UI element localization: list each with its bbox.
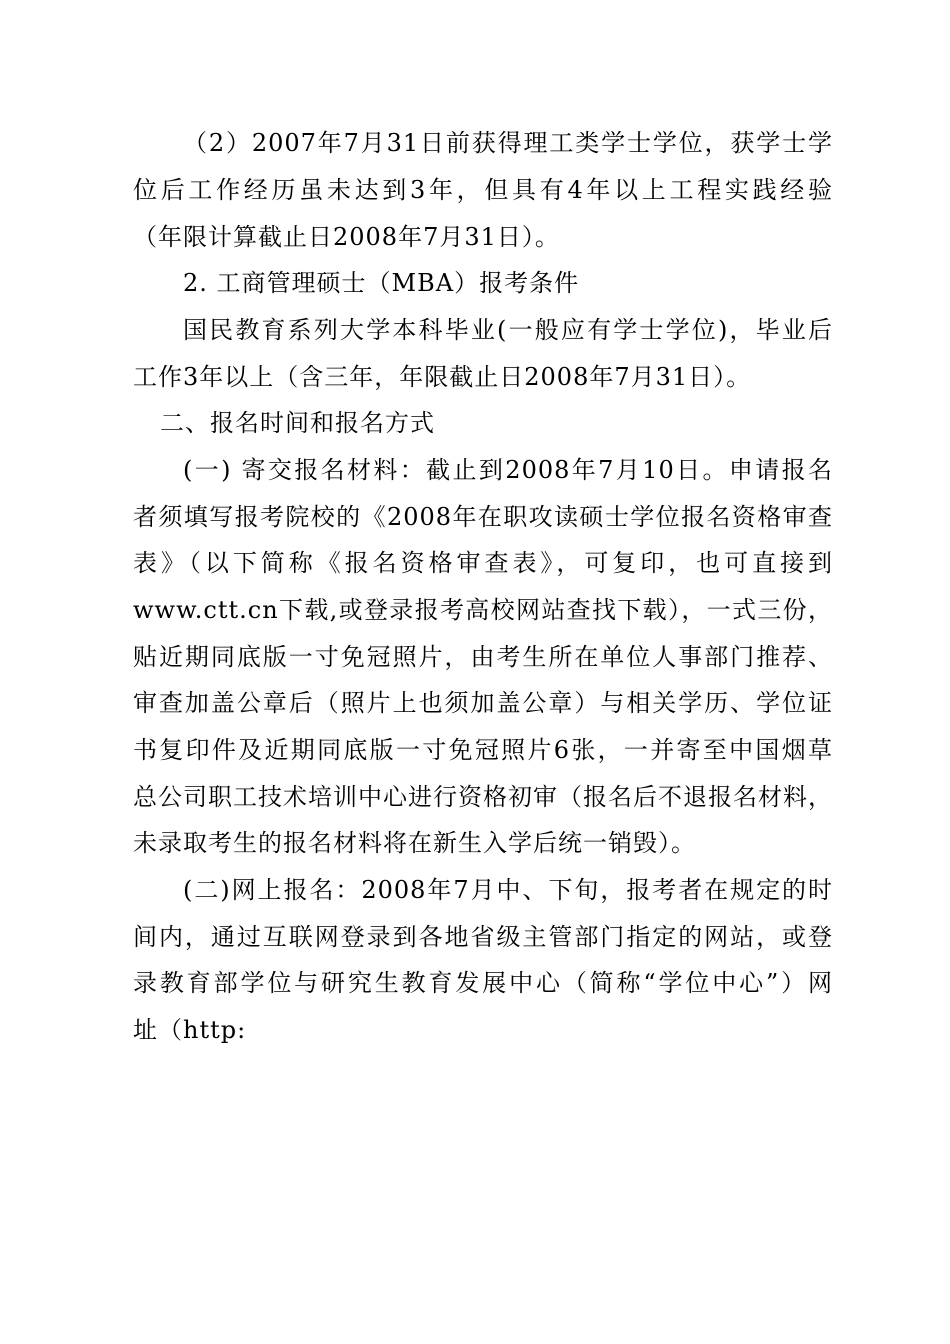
paragraph-3-line-6: 审查加盖公章后（照片上也须加盖公章）与相关学历、学位证 — [133, 689, 833, 717]
paragraph-1-line-3: （年限计算截止日2008年7月31日）。 — [133, 223, 560, 251]
paragraph-3-line-3: 表》（以下简称《报名资格审查表》，可复印，也可直接到 — [133, 549, 833, 577]
paragraph-3-line-7: 书复印件及近期同底版一寸免冠照片6张，一并寄至中国烟草 — [133, 736, 833, 764]
paragraph-3-line-5: 贴近期同底版一寸免冠照片，由考生所在单位人事部门推荐、 — [133, 643, 833, 671]
paragraph-3-line-2: 者须填写报考院校的《2008年在职攻读硕士学位报名资格审查 — [133, 503, 833, 531]
paragraph-4-line-4: 址（http: — [133, 1016, 247, 1044]
paragraph-3-line-8: 总公司职工技术培训中心进行资格初审（报名后不退报名材料， — [133, 783, 833, 811]
heading-section-2: 二、报名时间和报名方式 — [160, 409, 435, 437]
paragraph-4-line-3: 录教育部学位与研究生教育发展中心（简称“学位中心”）网 — [133, 969, 833, 997]
heading-mba: 2. 工商管理硕士（MBA）报考条件 — [183, 269, 580, 297]
paragraph-4-line-1: (二)网上报名：2008年7月中、下旬，报考者在规定的时 — [183, 876, 833, 904]
paragraph-1-line-1: （2）2007年7月31日前获得理工类学士学位，获学士学 — [183, 129, 833, 157]
paragraph-2-line-1: 国民教育系列大学本科毕业(一般应有学士学位)，毕业后 — [183, 316, 833, 344]
paragraph-1-line-2: 位后工作经历虽未达到3年，但具有4年以上工程实践经验 — [133, 176, 833, 204]
paragraph-3-line-9: 未录取考生的报名材料将在新生入学后统一销毁）。 — [133, 829, 696, 857]
paragraph-4-line-2: 间内，通过互联网登录到各地省级主管部门指定的网站，或登 — [133, 923, 833, 951]
paragraph-3-line-1: (一) 寄交报名材料：截止到2008年7月10日。申请报名 — [183, 456, 833, 484]
paragraph-3-line-4: www.ctt.cn下载,或登录报考高校网站查找下载），一式三份， — [133, 596, 833, 624]
paragraph-2-line-2: 工作3年以上（含三年，年限截止日2008年7月31日）。 — [133, 363, 752, 391]
